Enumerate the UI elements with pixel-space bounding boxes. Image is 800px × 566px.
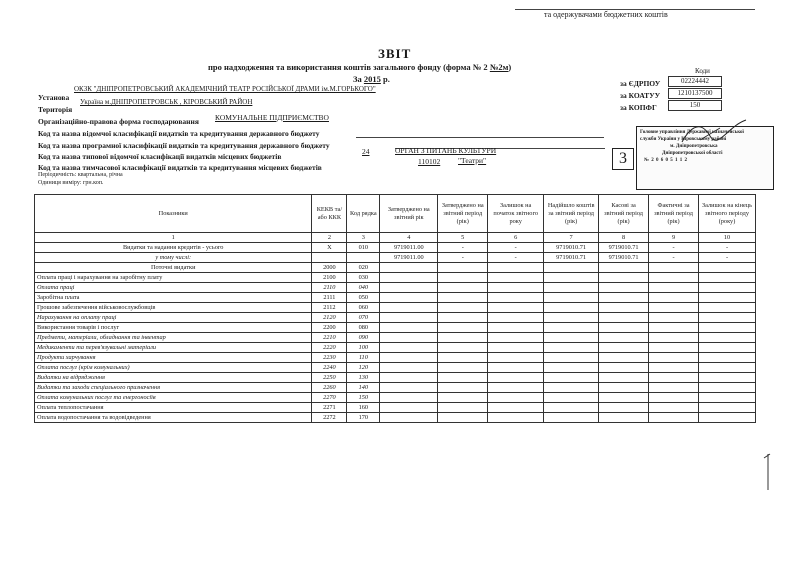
row-indicator: Поточні видатки (35, 263, 312, 273)
col-number: 2 (312, 233, 347, 243)
row-cell-c8 (599, 353, 649, 363)
row-cell-c8 (599, 263, 649, 273)
th-row-code: Код рядка (347, 195, 380, 233)
row-cell-c10 (698, 403, 755, 413)
row-indicator: Оплата праці і нарахування на заробітну плату (35, 273, 312, 283)
row-cell-c8 (599, 413, 649, 423)
koatuu-code: 1210137500 (668, 88, 722, 99)
row-cell-c7: 9719010.71 (544, 253, 599, 263)
temp-class-label: Код та назва тимчасової класифікації видатків та кредитування місцевих бюджетів (38, 163, 322, 172)
row-cell-c5: - (438, 243, 488, 253)
row-cell-c7 (544, 373, 599, 383)
row-indicator: Продукти харчування (35, 353, 312, 363)
row-cell-c9 (649, 383, 699, 393)
row-cell-c7 (544, 403, 599, 413)
row-cell-c8 (599, 303, 649, 313)
row-cell-c8 (599, 293, 649, 303)
row-cell-c8 (599, 393, 649, 403)
row-indicator: Оплата теплопостачання (35, 403, 312, 413)
row-indicator: Нарахування на оплату праці (35, 313, 312, 323)
row-cell-c9 (649, 303, 699, 313)
stamp-line-3: м. Дніпропетровська (670, 144, 718, 149)
prog-code-label: Код та назва програмної класифікації видатків та кредитування державного бюджету (38, 141, 330, 150)
row-cell-c6 (488, 373, 544, 383)
col-number: 3 (347, 233, 380, 243)
periodicity: Періодичність: квартальна, річна (38, 172, 123, 178)
row-indicator: Заробітна плата (35, 293, 312, 303)
row-cell-c10: - (698, 243, 755, 253)
row-cell-c8 (599, 333, 649, 343)
row-cell-c8 (599, 383, 649, 393)
col-number: 8 (599, 233, 649, 243)
row-cell-c5 (438, 293, 488, 303)
row-cell-c4 (380, 293, 438, 303)
row-cell-c7 (544, 333, 599, 343)
local-dept-label: Код та назва типової відомчої класифікації видатків місцевих бюджетів (38, 152, 282, 161)
row-cell-c4 (380, 383, 438, 393)
row-cell-kekv: 2220 (312, 343, 347, 353)
th-cash-expenses: Касові за звітний період (рік) (599, 195, 649, 233)
row-cell-c6 (488, 383, 544, 393)
row-cell-c10 (698, 353, 755, 363)
table-row (35, 313, 756, 323)
org-form-label: Організаційно-правова форма господарювання (38, 117, 199, 126)
th-approved-year: Затверджено на звітний рік (380, 195, 438, 233)
row-cell-code: 040 (347, 283, 380, 293)
unit: Одиниця виміру: грн.коп. (38, 180, 104, 186)
row-cell-c9: - (649, 243, 699, 253)
temp-class-value: "Театри" (458, 156, 487, 165)
th-actual-expenses: Фактичні за звітний період (рік) (649, 195, 699, 233)
establishment-value: ОКЗК "ДНІПРОПЕТРОВСЬКИЙ АКАДЕМІЧНИЙ ТЕАТР РОСІЙСЬКОЇ ДРАМИ ім.М.ГОРЬКОГО" (74, 85, 376, 93)
row-cell-c9 (649, 373, 699, 383)
row-cell-kekv: 2230 (312, 353, 347, 363)
row-cell-c7 (544, 343, 599, 353)
row-cell-c5 (438, 323, 488, 333)
row-cell-c5 (438, 263, 488, 273)
row-cell-code: 160 (347, 403, 380, 413)
table-row (35, 253, 756, 263)
row-cell-c5 (438, 383, 488, 393)
row-cell-c7 (544, 273, 599, 283)
row-cell-c5: - (438, 253, 488, 263)
row-cell-code: 140 (347, 383, 380, 393)
row-cell-kekv (312, 253, 347, 263)
row-cell-c4 (380, 353, 438, 363)
row-cell-c10 (698, 263, 755, 273)
col-number: 1 (35, 233, 312, 243)
table-row (35, 413, 756, 423)
row-cell-c7 (544, 363, 599, 373)
row-indicator: Видатки та заходи спеціального призначення (35, 383, 312, 393)
row-cell-c6: - (488, 253, 544, 263)
row-cell-c8 (599, 373, 649, 383)
th-received: Надійшло коштів за звітний період (рік) (544, 195, 599, 233)
row-cell-kekv: 2120 (312, 313, 347, 323)
row-cell-c8 (599, 343, 649, 353)
table-row (35, 293, 756, 303)
table-row (35, 333, 756, 343)
table-row (35, 283, 756, 293)
col-number: 9 (649, 233, 699, 243)
establishment-label: Установа (38, 93, 70, 102)
row-cell-c5 (438, 313, 488, 323)
row-cell-c8 (599, 363, 649, 373)
row-cell-kekv: X (312, 243, 347, 253)
row-indicator: Оплата праці (35, 283, 312, 293)
th-balance-end: Залишок на кінець звітного періоду (року) (698, 195, 755, 233)
row-cell-c10 (698, 293, 755, 303)
row-indicator: Предмети, матеріали, обладнання та інвентар (35, 333, 312, 343)
territory-label: Територія (38, 105, 73, 114)
row-cell-kekv: 2250 (312, 373, 347, 383)
row-cell-c10 (698, 283, 755, 293)
row-cell-c5 (438, 393, 488, 403)
row-indicator: Медикаменти та перев'язувальні матеріали (35, 343, 312, 353)
table-row (35, 363, 756, 373)
stamp-line-1: Головне управління Державної казначейської (640, 130, 744, 135)
org-form-value: КОМУНАЛЬНЕ ПІДПРИЄМСТВО (215, 113, 329, 122)
dept-code-line (356, 137, 604, 138)
table-row (35, 383, 756, 393)
row-cell-c7 (544, 293, 599, 303)
row-cell-c6 (488, 353, 544, 363)
row-cell-c6 (488, 313, 544, 323)
row-cell-c5 (438, 333, 488, 343)
row-cell-c7: 9719010.71 (544, 243, 599, 253)
row-cell-c9 (649, 413, 699, 423)
koatuu-label: за КОАТУУ (620, 91, 661, 100)
row-cell-c8 (599, 313, 649, 323)
row-cell-code: 020 (347, 263, 380, 273)
row-cell-c4 (380, 343, 438, 353)
col-number: 4 (380, 233, 438, 243)
row-cell-c9 (649, 363, 699, 373)
row-cell-c5 (438, 343, 488, 353)
row-cell-kekv: 2111 (312, 293, 347, 303)
row-cell-c4 (380, 333, 438, 343)
row-cell-c9 (649, 343, 699, 353)
row-indicator: Використання товарів і послуг (35, 323, 312, 333)
row-cell-c5 (438, 303, 488, 313)
table-row (35, 393, 756, 403)
row-cell-c5 (438, 273, 488, 283)
report-table (34, 194, 756, 423)
row-cell-c7 (544, 383, 599, 393)
row-cell-code: 030 (347, 273, 380, 283)
row-cell-c4 (380, 273, 438, 283)
stamp-code: № 2 0 6 0 5 1 1 2 (644, 158, 688, 163)
row-cell-code: 080 (347, 323, 380, 333)
row-cell-c10 (698, 383, 755, 393)
row-cell-c6: - (488, 243, 544, 253)
table-row (35, 403, 756, 413)
row-indicator: Видатки на відрядження (35, 373, 312, 383)
table-row (35, 323, 756, 333)
edrpou-code: 02224442 (668, 76, 722, 87)
row-cell-code: 110 (347, 353, 380, 363)
col-number: 5 (438, 233, 488, 243)
row-cell-c9 (649, 283, 699, 293)
row-cell-c5 (438, 413, 488, 423)
row-cell-c4 (380, 323, 438, 333)
row-cell-code: 010 (347, 243, 380, 253)
row-cell-c10 (698, 413, 755, 423)
table-row (35, 303, 756, 313)
row-cell-c6 (488, 343, 544, 353)
row-cell-c10 (698, 363, 755, 373)
row-cell-c4 (380, 363, 438, 373)
row-cell-kekv: 2000 (312, 263, 347, 273)
row-cell-c8 (599, 323, 649, 333)
local-dept-code: 24 (362, 147, 370, 156)
margin-mark (762, 452, 774, 492)
row-indicator: Грошове забезпечення військовослужбовців (35, 303, 312, 313)
row-cell-code: 050 (347, 293, 380, 303)
th-kekv: КЕКВ та/або ККК (312, 195, 347, 233)
row-cell-code: 130 (347, 373, 380, 383)
row-cell-kekv: 2110 (312, 283, 347, 293)
row-cell-kekv: 2100 (312, 273, 347, 283)
top-right-note: та одержувачами бюджетних коштів (544, 10, 668, 19)
row-cell-c9 (649, 273, 699, 283)
temp-class-code: 110102 (418, 157, 441, 166)
table-row (35, 373, 756, 383)
kopfg-label: за КОПФГ (620, 103, 657, 112)
row-cell-c9 (649, 293, 699, 303)
row-cell-code: 060 (347, 303, 380, 313)
row-cell-c10 (698, 373, 755, 383)
row-cell-c4: 9719011.00 (380, 243, 438, 253)
row-cell-kekv: 2200 (312, 323, 347, 333)
territory-value: Україна м.ДНІПРОПЕТРОВСЬК , КІРОВСЬКИЙ РАЙОН (80, 98, 253, 106)
row-cell-c6 (488, 363, 544, 373)
row-cell-c9 (649, 393, 699, 403)
row-cell-c10 (698, 343, 755, 353)
row-cell-c8 (599, 273, 649, 283)
row-cell-c5 (438, 363, 488, 373)
row-cell-c4 (380, 303, 438, 313)
row-cell-c7 (544, 353, 599, 363)
row-cell-c5 (438, 353, 488, 363)
row-cell-c7 (544, 283, 599, 293)
row-cell-kekv: 2271 (312, 403, 347, 413)
row-cell-c9 (649, 403, 699, 413)
table-row (35, 273, 756, 283)
table-row (35, 353, 756, 363)
row-cell-c6 (488, 333, 544, 343)
report-subtitle: про надходження та використання коштів загального фонду (форма № 2 №2м) (208, 62, 512, 72)
row-cell-code: 120 (347, 363, 380, 373)
row-cell-code (347, 253, 380, 263)
table-row (35, 343, 756, 353)
row-cell-c7 (544, 323, 599, 333)
table-row (35, 263, 756, 273)
row-cell-c9 (649, 263, 699, 273)
row-cell-c4 (380, 393, 438, 403)
row-cell-kekv: 2240 (312, 363, 347, 373)
row-cell-code: 150 (347, 393, 380, 403)
row-cell-c6 (488, 263, 544, 273)
row-cell-code: 070 (347, 313, 380, 323)
row-cell-c6 (488, 283, 544, 293)
row-cell-c10 (698, 303, 755, 313)
row-cell-code: 100 (347, 343, 380, 353)
row-cell-c7 (544, 413, 599, 423)
row-cell-c10 (698, 393, 755, 403)
row-cell-c8 (599, 403, 649, 413)
row-indicator: Оплата послуг (крім комунальних) (35, 363, 312, 373)
row-cell-kekv: 2210 (312, 333, 347, 343)
row-cell-code: 090 (347, 333, 380, 343)
row-cell-c6 (488, 393, 544, 403)
dept-code-label: Код та назва відомчої класифікації видатків та кредитування державного бюджету (38, 129, 320, 138)
row-cell-c10 (698, 323, 755, 333)
row-indicator: Оплата водопостачання та водовідведення (35, 413, 312, 423)
signature-scribble (680, 118, 750, 148)
row-cell-c4 (380, 283, 438, 293)
row-cell-c7 (544, 263, 599, 273)
top-rule (515, 9, 755, 10)
codes-label: Коди (695, 67, 710, 75)
row-cell-c6 (488, 323, 544, 333)
table-row (35, 243, 756, 253)
row-cell-c6 (488, 403, 544, 413)
th-indicators: Показники (35, 195, 312, 233)
row-cell-c6 (488, 293, 544, 303)
stamp-digit-box: 3 (612, 148, 634, 170)
row-cell-c8 (599, 283, 649, 293)
row-cell-code: 170 (347, 413, 380, 423)
local-dept-value: ОРГАН З ПИТАНЬ КУЛЬТУРИ (395, 146, 497, 155)
edrpou-label: за ЄДРПОУ (620, 79, 661, 88)
row-cell-kekv: 2272 (312, 413, 347, 423)
row-cell-c7 (544, 393, 599, 403)
row-cell-kekv: 2112 (312, 303, 347, 313)
stamp-line-4: Дніпропетровської області (662, 151, 723, 156)
row-cell-c4: 9719011.00 (380, 253, 438, 263)
report-period: За 2015 р. (353, 74, 390, 84)
row-cell-c9: - (649, 253, 699, 263)
col-number: 6 (488, 233, 544, 243)
row-cell-c9 (649, 333, 699, 343)
row-cell-c5 (438, 373, 488, 383)
row-cell-c9 (649, 323, 699, 333)
report-title: ЗВІТ (378, 46, 412, 61)
row-indicator: у тому числі: (35, 253, 312, 263)
row-cell-c10 (698, 333, 755, 343)
row-cell-c8: 9719010.71 (599, 243, 649, 253)
row-cell-c5 (438, 283, 488, 293)
row-cell-c6 (488, 413, 544, 423)
row-cell-c10 (698, 313, 755, 323)
row-cell-c7 (544, 313, 599, 323)
row-cell-c8: 9719010.71 (599, 253, 649, 263)
kopfg-code: 150 (668, 100, 722, 111)
row-cell-c10: - (698, 253, 755, 263)
row-cell-c4 (380, 313, 438, 323)
row-cell-c9 (649, 353, 699, 363)
row-cell-c6 (488, 303, 544, 313)
row-cell-c7 (544, 303, 599, 313)
row-cell-kekv: 2270 (312, 393, 347, 403)
row-indicator: Оплата комунальних послуг та енергоносіїв (35, 393, 312, 403)
col-number: 10 (698, 233, 755, 243)
row-cell-kekv: 2260 (312, 383, 347, 393)
row-cell-c4 (380, 373, 438, 383)
row-cell-c9 (649, 313, 699, 323)
row-cell-c5 (438, 403, 488, 413)
th-balance-start: Залишок на початок звітного року (488, 195, 544, 233)
row-cell-c10 (698, 273, 755, 283)
th-approved-period: Затверджено на звітний період (рік) (438, 195, 488, 233)
row-cell-c4 (380, 403, 438, 413)
row-indicator: Видатки та надання кредитів - усього (35, 243, 312, 253)
row-cell-c4 (380, 413, 438, 423)
row-cell-c4 (380, 263, 438, 273)
row-cell-c6 (488, 273, 544, 283)
stamp-line-2: служби України у Кіровському районі (640, 137, 727, 142)
col-number: 7 (544, 233, 599, 243)
